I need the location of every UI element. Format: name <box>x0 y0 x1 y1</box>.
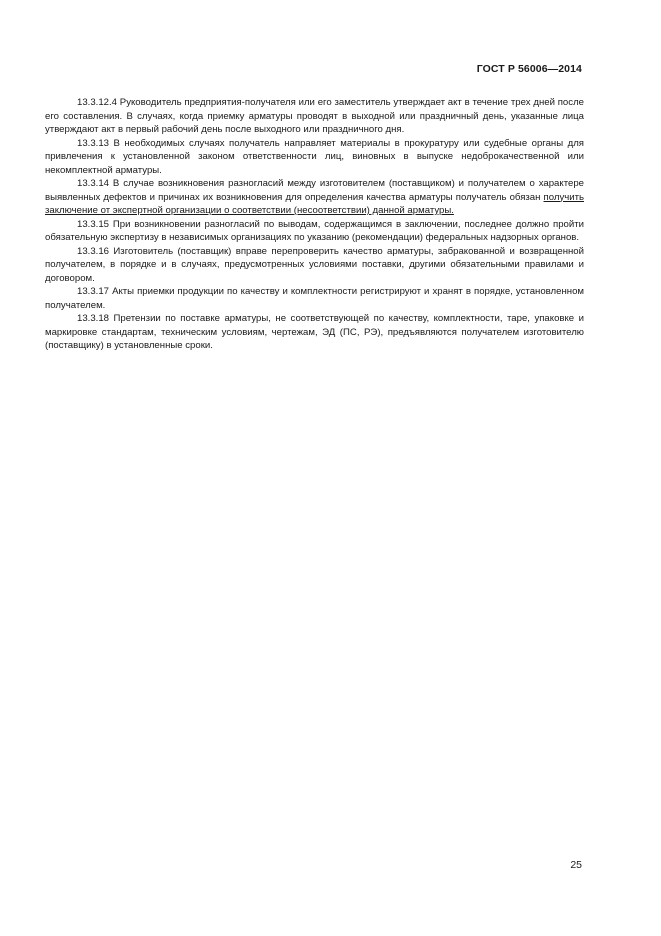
page-number: 25 <box>570 859 582 871</box>
paragraph-text: 13.3.18 Претензии по поставке арматуры, не соответствующей по качеству, комплектности, таре, упаковке и маркировке стандартам, техническим условиям, чертежам, ЭД (ПС, РЭ), предъявляются получателем изготовителю (поставщику) в установленные сроки. <box>45 313 584 351</box>
paragraph-text: 13.3.12.4 Руководитель предприятия-получателя или его заместитель утверждает акт в течение трех дней после его составления. В случаях, когда приемку арматуры проводят в выходной или праздничный день, указанные лица утверждают акт в первый рабочий день после выходного или праздничного дня. <box>45 97 584 135</box>
clause-13-3-12-4 <box>45 96 584 137</box>
paragraph-text: 13.3.15 При возникновении разногласий по выводам, содержащимся в заключении, последнее должно пройти обязательную экспертизу в независимых организациях по указанию (рекомендации) федеральных надзорных органов. <box>45 218 584 243</box>
document-header: ГОСТ Р 56006—2014 <box>476 63 582 75</box>
paragraph-text: 13.3.17 Акты приемки продукции по качеству и комплектности регистрируют и хранят в порядке, установленном получателем. <box>45 286 584 311</box>
paragraph-text: 13.3.13 В необходимых случаях получатель направляет материалы в прокуратуру или судебные органы для привлечения к установленной законом ответственности лиц, виновных в выпуске недоброкачественной или некомплектной арматуры. <box>45 137 584 176</box>
clause-13-3-16 <box>45 245 584 286</box>
underlined-text: получить заключение от экспертной организации о соответствии (несоответствии) данной арматуры. <box>45 191 584 216</box>
document-body <box>45 96 584 353</box>
clause-13-3-15 <box>45 218 584 245</box>
paragraph-text: 13.3.16 Изготовитель (поставщик) вправе перепроверить качество арматуры, забракованной и возвращенной получателем, в порядке и в случаях, предусмотренных условиями поставки, другими обязательными правилами и договором. <box>45 245 584 284</box>
paragraph-text: 13.3.14 В случае возникновения разногласий между изготовителем (поставщиком) и получателем о характере выявленных дефектов и причинах их возникновения для определения качества арматуры получатель обязан <box>45 178 584 203</box>
clause-13-3-14 <box>45 177 584 218</box>
clause-13-3-17 <box>45 285 584 312</box>
clause-13-3-18 <box>45 312 584 353</box>
clause-13-3-13 <box>45 137 584 178</box>
